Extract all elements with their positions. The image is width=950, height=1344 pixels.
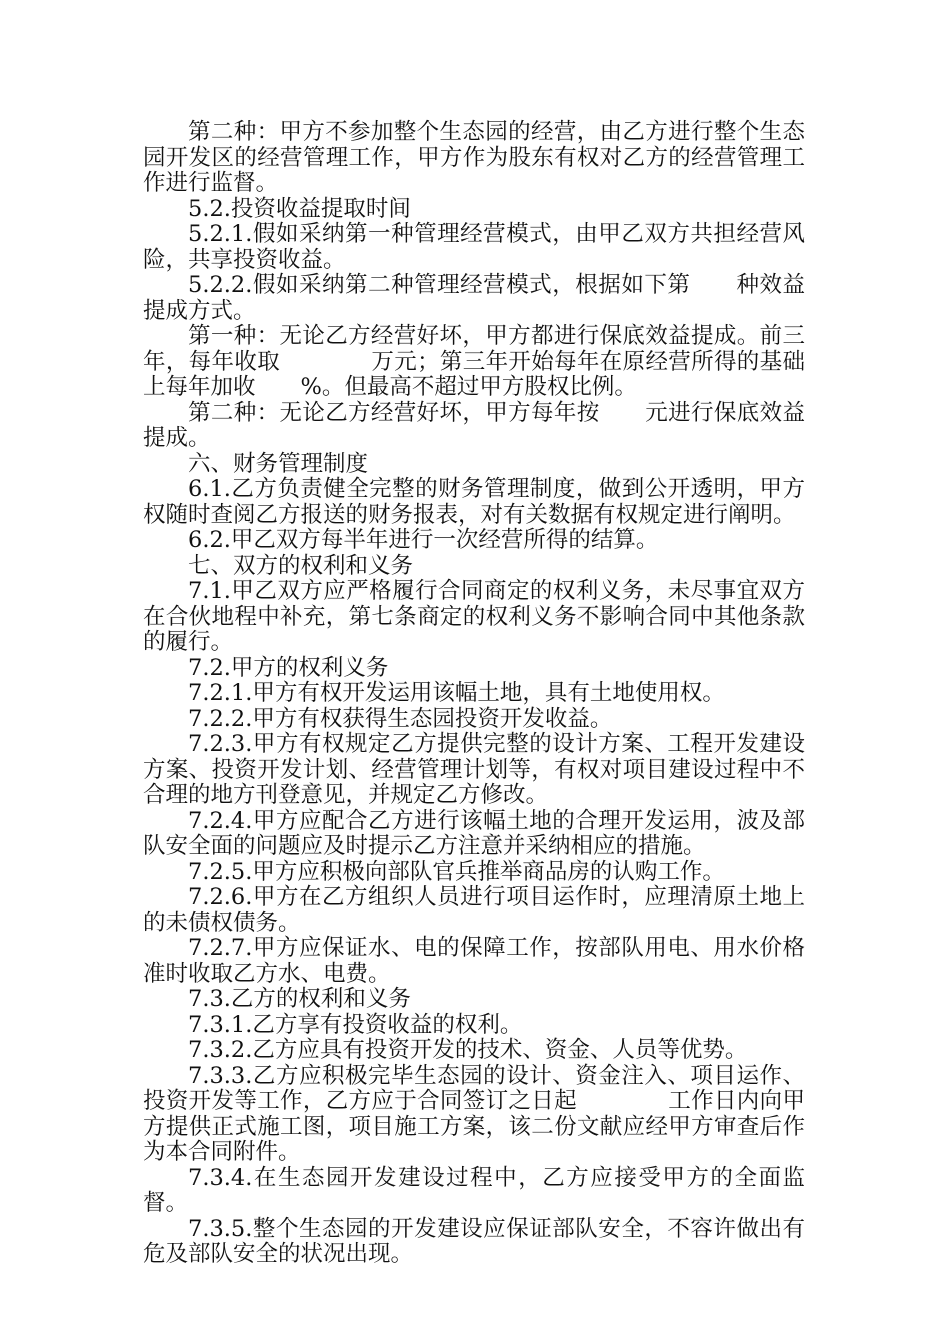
paragraph-6-1: 6.1.乙方负责健全完整的财务管理制度，做到公开透明，甲方权随时查阅乙方报送的财务报表，对有关数据有权规定进行阐明。 xyxy=(143,476,805,528)
heading-section-6: 六、财务管理制度 xyxy=(188,450,369,477)
paragraph-7-1: 7.1.甲乙双方应严格履行合同商定的权利义务，未尽事宜双方在合伙地程中补充，第七条商定的权利义务不影响合同中其他条款的履行。 xyxy=(143,578,805,655)
paragraph-6-2: 6.2.甲乙双方每半年进行一次经营所得的结算。 xyxy=(188,527,659,553)
paragraph-7-2-5: 7.2.5.甲方应积极向部队官兵推举商品房的认购工作。 xyxy=(188,858,725,885)
paragraph-7-3-2: 7.3.2.乙方应具有投资开发的技术、资金、人员等优势。 xyxy=(188,1037,748,1063)
paragraph-7-2-3: 7.2.3.甲方有权规定乙方提供完整的设计方案、工程开发建设方案、投资开发计划、经营管理计划等，有权对项目建设过程中不合理的地方刊登意见，并规定乙方修改。 xyxy=(143,731,805,808)
paragraph-5-2-1: 5.2.1.假如采纳第一种管理经营模式，由甲乙双方共担经营风险，共享投资收益。 xyxy=(143,221,805,273)
paragraph-7-2-6: 7.2.6.甲方在乙方组织人员进行项目运作时，应理清原土地上的未债权债务。 xyxy=(143,884,805,936)
paragraph-7-2-7: 7.2.7.甲方应保证水、电的保障工作，按部队用电、用水价格准时收取乙方水、电费。 xyxy=(143,935,805,987)
document-body xyxy=(143,120,805,1268)
paragraph-7-3-5: 7.3.5.整个生态园的开发建设应保证部队安全，不容许做出有危及部队安全的状况出现。 xyxy=(143,1215,805,1267)
paragraph-7-2-4: 7.2.4.甲方应配合乙方进行该幅土地的合理开发运用，波及部队安全面的问题应及时提示乙方注意并采纳相应的措施。 xyxy=(143,807,805,859)
paragraph-7-3-3: 7.3.3.乙方应积极完毕生态园的设计、资金注入、项目运作、投资开发等工作，乙方应于合同签订之日起 工作日内向甲方提供正式施工图，项目施工方案，该二份文献应经甲方审查后作为本合同附件。 xyxy=(143,1062,805,1165)
paragraph-option-one-profit: 第一种：无论乙方经营好坏，甲方都进行保底效益提成。前三年，每年收取 万元；第三年开始每年在原经营所得的基础上每年加收 %。但最高不超过甲方股权比例。 xyxy=(143,323,805,400)
paragraph-7-3-4: 7.3.4.在生态园开发建设过程中，乙方应接受甲方的全面监督。 xyxy=(143,1164,805,1216)
heading-section-7: 七、双方的权利和义务 xyxy=(188,552,414,579)
heading-5-2: 5.2.投资收益提取时间 xyxy=(188,195,411,222)
paragraph-7-2-1: 7.2.1.甲方有权开发运用该幅土地，具有土地使用权。 xyxy=(188,680,725,706)
heading-7-2: 7.2.甲方的权利义务 xyxy=(188,654,389,681)
paragraph-5-2-2: 5.2.2.假如采纳第二种管理经营模式，根据如下第 种效益提成方式。 xyxy=(143,272,805,324)
heading-7-3: 7.3.乙方的权利和义务 xyxy=(188,986,411,1012)
paragraph-7-2-2: 7.2.2.甲方有权获得生态园投资开发收益。 xyxy=(188,705,613,732)
paragraph-option-two-operation: 第二种：甲方不参加整个生态园的经营，由乙方进行整个生态园开发区的经营管理工作，甲方作为股东有权对乙方的经营管理工作进行监督。 xyxy=(143,119,805,196)
paragraph-option-two-profit: 第二种：无论乙方经营好坏，甲方每年按 元进行保底效益提成。 xyxy=(143,399,805,451)
paragraph-7-3-1: 7.3.1.乙方享有投资收益的权利。 xyxy=(188,1011,523,1038)
